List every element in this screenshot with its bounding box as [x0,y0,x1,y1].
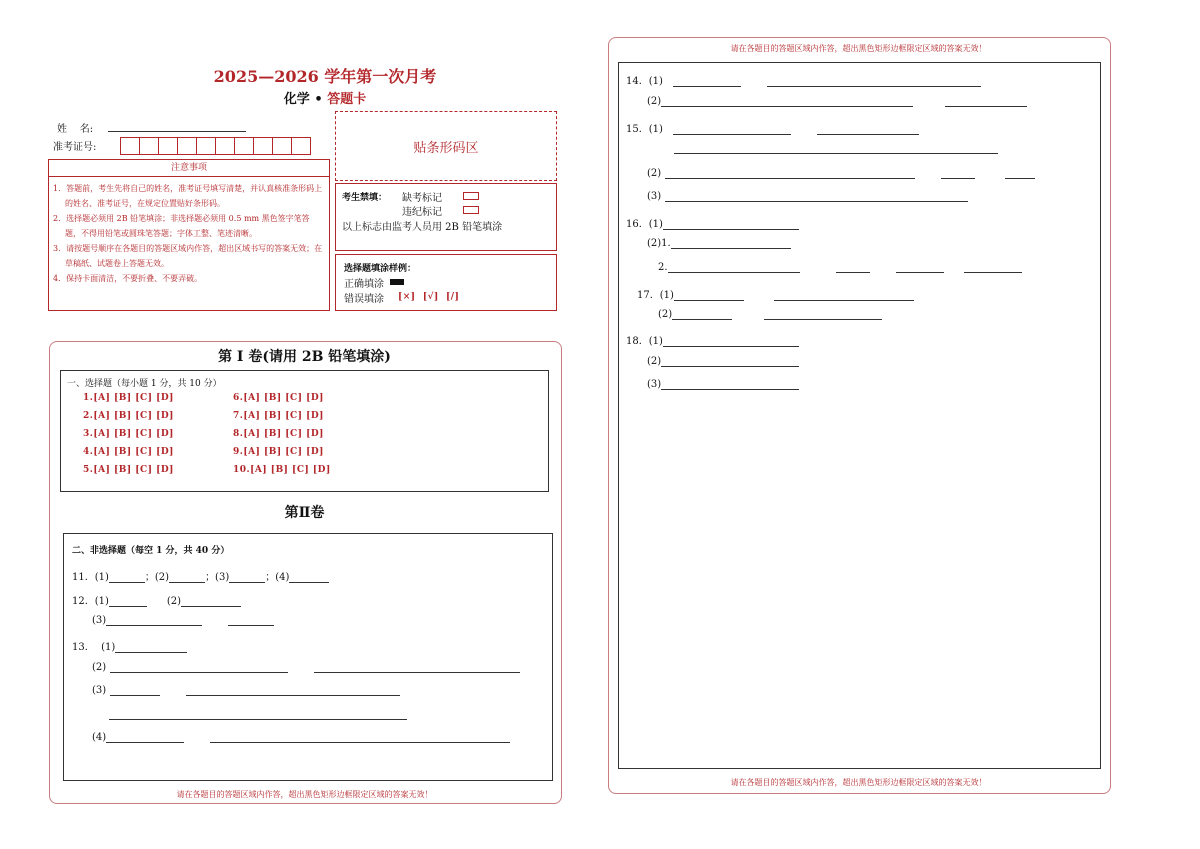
choice-options[interactable]: [A] [B] [C] [D] [243,429,324,439]
choice-section [60,370,549,492]
absent-mark-box[interactable] [463,192,479,200]
q12-part1-label: 12．(1) [72,596,109,607]
wrong-fill-label: 错误填涂 [344,294,384,305]
answer-line[interactable] [673,124,791,135]
q15-part2-label: (2) [647,168,662,179]
answer-line[interactable] [169,572,205,583]
q15-part1-label: 15．(1) [626,124,663,135]
question-number: 4. [83,447,94,457]
non-choice-section [63,533,553,781]
answer-line[interactable] [106,615,202,626]
question-18-part2 [647,356,799,367]
answer-line[interactable] [210,732,510,743]
right-header-warning: 请在各题目的答题区域内作答，超出黑色矩形边框限定区域的答案无效！ [730,44,987,53]
choice-options[interactable]: [A] [B] [C] [D] [93,393,174,403]
barcode-area [335,111,557,181]
q18-part2-label: (2) [647,356,662,367]
question-18 [626,332,799,347]
forbidden-label: 考生禁填： [342,193,388,203]
answer-line[interactable] [767,76,981,87]
exam-id-digit-box[interactable] [254,137,273,155]
correct-fill-label: 正确填涂 [344,279,384,290]
q14-part2-label: (2) [647,96,662,107]
choice-section-title: 一、选择题（每小题 1 分，共 10 分） [67,379,222,389]
q18-part1-label: 18．(1) [626,336,663,347]
answer-line[interactable] [661,96,913,107]
answer-line[interactable] [663,336,799,347]
question-number: 1. [83,393,94,403]
question-number: 3. [83,429,94,439]
answer-line[interactable] [673,76,741,87]
question-number: 2. [83,411,94,421]
barcode-area-label: 贴条形码区 [413,140,479,156]
q17-part2-label: (2) [658,309,673,320]
exam-id-label: 准考证号: [53,142,97,153]
question-18-part3 [647,379,799,390]
right-footer-warning: 请在各题目的答题区域内作答，超出黑色矩形边框限定区域的答案无效！ [730,778,987,787]
choice-row[interactable] [233,411,331,429]
answer-line[interactable] [674,290,744,301]
question-number: 9. [233,447,244,457]
answer-line[interactable] [665,191,968,202]
exam-id-digit-box[interactable] [178,137,197,155]
part2-title: 第Ⅱ卷 [284,505,325,521]
answer-line[interactable] [289,572,329,583]
subject-label: 化学 [283,92,310,107]
answer-line[interactable] [110,685,160,696]
answer-line[interactable] [314,662,520,673]
question-14-part2 [647,96,1027,107]
notice-title: 注意事项 [49,160,329,177]
correct-fill-mark [390,279,404,285]
answer-line[interactable] [817,124,919,135]
q16-part2b-label: 2. [658,262,668,273]
question-13-part4 [92,732,510,743]
q11-part1-label: 11．(1) [72,572,109,583]
question-number: 10. [233,465,251,475]
part1-title: 第 Ⅰ 卷(请用 2B 铅笔填涂) [218,349,391,365]
answer-line[interactable] [109,572,145,583]
q14-part1-label: 14．(1) [626,76,663,87]
q17-part1-label: 17．(1) [637,290,674,301]
q16-part2-label: (2)1. [647,238,671,249]
choice-options[interactable]: [A] [B] [C] [D] [93,429,174,439]
notice-item: 3．请按题号顺序在各题目的答题区域内作答，超出区域书写的答案无效；在草稿纸、试题卷上答题无效。 [53,244,323,268]
question-17 [637,286,914,301]
choice-row[interactable] [83,393,174,411]
q13-part1-label: 13． (1) [72,642,116,653]
answer-line[interactable] [106,732,184,743]
answer-line[interactable] [941,168,975,179]
q18-part3-label: (3) [647,379,662,390]
answer-line[interactable] [661,379,799,390]
q11-part4-label: ；(4) [265,572,290,583]
answer-line[interactable] [668,262,800,273]
choice-row[interactable] [83,411,174,429]
question-11 [72,568,329,583]
answer-line[interactable] [109,719,407,720]
answer-line[interactable] [181,596,241,607]
exam-id-digit-box[interactable] [235,137,254,155]
non-choice-section-title: 二、非选择题（每空 1 分，共 40 分） [72,546,230,556]
q13-part4-label: (4) [92,732,107,743]
q15-part3-label: (3) [647,191,662,202]
q11-part2-label: ；(2) [144,572,170,583]
fill-sample-box [335,254,557,311]
exam-id-digit-box[interactable] [197,137,216,155]
answer-line[interactable] [661,356,799,367]
name-field[interactable] [108,119,246,132]
left-footer-warning: 请在各题目的答题区域内作答，超出黑色矩形边框限定区域的答案无效！ [176,790,433,799]
choice-options[interactable]: [A] [B] [C] [D] [243,393,324,403]
exam-id-digit-box[interactable] [140,137,159,155]
notice-item: 2．选择题必须用 2B 铅笔填涂；非选择题必须用 0.5 mm 黑色签字笔答题，不得用铅笔或圆珠笔答题；字体工整、笔迹清晰。 [53,214,310,238]
choice-row[interactable] [233,447,331,465]
answer-line[interactable] [896,262,944,273]
choice-options[interactable]: [A] [B] [C] [D] [93,447,174,457]
exam-id-digit-box[interactable] [216,137,235,155]
name-label: 姓 名: [57,124,94,135]
choice-options[interactable]: [A] [B] [C] [D] [93,411,174,421]
question-15 [626,120,919,135]
q11-part3-label: ；(3) [205,572,230,583]
subtitle-separator: • [314,92,323,107]
wrong-fill-marks: [×] [√] [/] [398,292,460,302]
question-14 [626,72,981,87]
exam-title: 2025—2026 学年第一次月考 [213,67,437,86]
exam-id-digit-box[interactable] [120,137,140,155]
q13-part3-label: (3) [92,685,107,696]
question-number: 7. [233,411,244,421]
answer-line[interactable] [1005,168,1035,179]
forbidden-box [335,183,557,251]
choice-row[interactable] [83,465,174,483]
exam-id-digit-box[interactable] [159,137,178,155]
choice-row[interactable] [233,429,331,447]
answer-line[interactable] [671,238,791,249]
answer-line[interactable] [764,309,882,320]
answer-line[interactable] [774,290,914,301]
question-13 [72,638,187,653]
answer-line[interactable] [665,168,915,179]
answer-line[interactable] [115,642,187,653]
violation-mark-label: 违纪标记 [402,207,442,218]
q12-part2-label: (2) [166,596,182,607]
exam-id-digit-box[interactable] [292,137,311,155]
question-15-part3 [647,191,968,202]
exam-id-boxes[interactable] [120,137,311,155]
answer-line[interactable] [663,219,799,230]
q13-part2-label: (2) [92,662,107,673]
question-16-part2 [647,238,791,249]
forbidden-note: 以上标志由监考人员用 2B 铅笔填涂 [342,222,503,233]
exam-subtitle [0,88,650,107]
answer-line[interactable] [186,685,400,696]
choice-column-right [233,393,331,483]
notice-item: 1．答题前，考生先将自己的姓名，准考证号填写清楚，并认真核准条形码上的姓名、准考证号，在规定位置贴好条形码。 [53,184,323,208]
question-number: 8. [233,429,244,439]
choice-row[interactable] [83,429,174,447]
violation-mark-box[interactable] [463,206,479,214]
notice-box [48,159,330,311]
choice-row[interactable] [83,447,174,465]
answer-line[interactable] [228,615,274,626]
question-16 [626,215,799,230]
question-13-part3 [92,685,400,696]
q12-part3-label: (3) [92,615,107,626]
question-15-part2 [647,168,1035,179]
answer-line[interactable] [110,662,288,673]
question-17-part2 [658,309,882,320]
answer-line[interactable] [229,572,265,583]
absent-mark-label: 缺考标记 [402,193,442,204]
choice-row[interactable] [233,393,331,411]
choice-row[interactable] [233,465,331,483]
exam-id-digit-box[interactable] [273,137,292,155]
choice-options[interactable]: [A] [B] [C] [D] [243,447,324,457]
question-number: 6. [233,393,244,403]
answer-line[interactable] [109,596,147,607]
question-12-part3 [92,615,274,626]
answer-line[interactable] [964,262,1022,273]
answer-line[interactable] [672,309,732,320]
q16-part1-label: 16．(1) [626,219,663,230]
choice-options[interactable]: [A] [B] [C] [D] [250,465,331,475]
choice-options[interactable]: [A] [B] [C] [D] [243,411,324,421]
notice-item: 4．保持卡面清洁，不要折叠、不要弄破。 [53,274,203,283]
fill-sample-title: 选择题填涂样例： [344,264,417,274]
answer-line[interactable] [945,96,1027,107]
answer-line[interactable] [674,153,998,154]
choice-column-left [83,393,174,483]
answer-card-label: 答题卡 [327,92,367,107]
question-16-part2b [658,262,1022,273]
question-13-part2 [92,662,520,673]
answer-line[interactable] [836,262,870,273]
question-number: 5. [83,465,94,475]
question-12 [72,592,241,607]
choice-options[interactable]: [A] [B] [C] [D] [93,465,174,475]
